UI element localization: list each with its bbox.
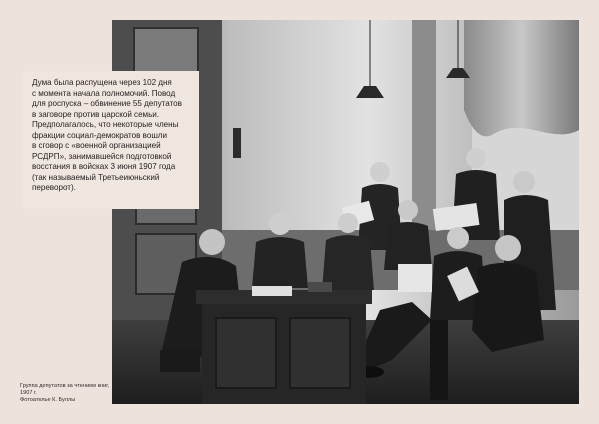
caption-year: 1907 г. — [20, 390, 37, 396]
curtain — [464, 20, 579, 136]
inkstand — [308, 282, 332, 292]
writing-table — [196, 290, 372, 404]
photo-caption — [20, 383, 120, 404]
caption-title: Группа депутатов за чтением книг, — [20, 383, 110, 389]
caption-credit: Фотоателье К. Буллы — [20, 397, 76, 403]
description-textbox — [22, 71, 199, 209]
wall-telephone — [233, 128, 241, 158]
papers-on-table — [252, 286, 292, 296]
open-book — [398, 264, 432, 292]
description-text: Дума была распущена через 102 дня с момента начала полномочий. Повод для роспуска – обвинение 55 депутатов в заговоре против царской семьи. Предполагалось, что некоторые члены фракции социал-демократов вошли в сговор с «военной организацией РСДРП», занимавшейся подготовкой восстания в войсках 3 июня 1907 года (так называемый Третьеиюньский переворот). — [32, 78, 182, 193]
chair — [430, 320, 448, 400]
